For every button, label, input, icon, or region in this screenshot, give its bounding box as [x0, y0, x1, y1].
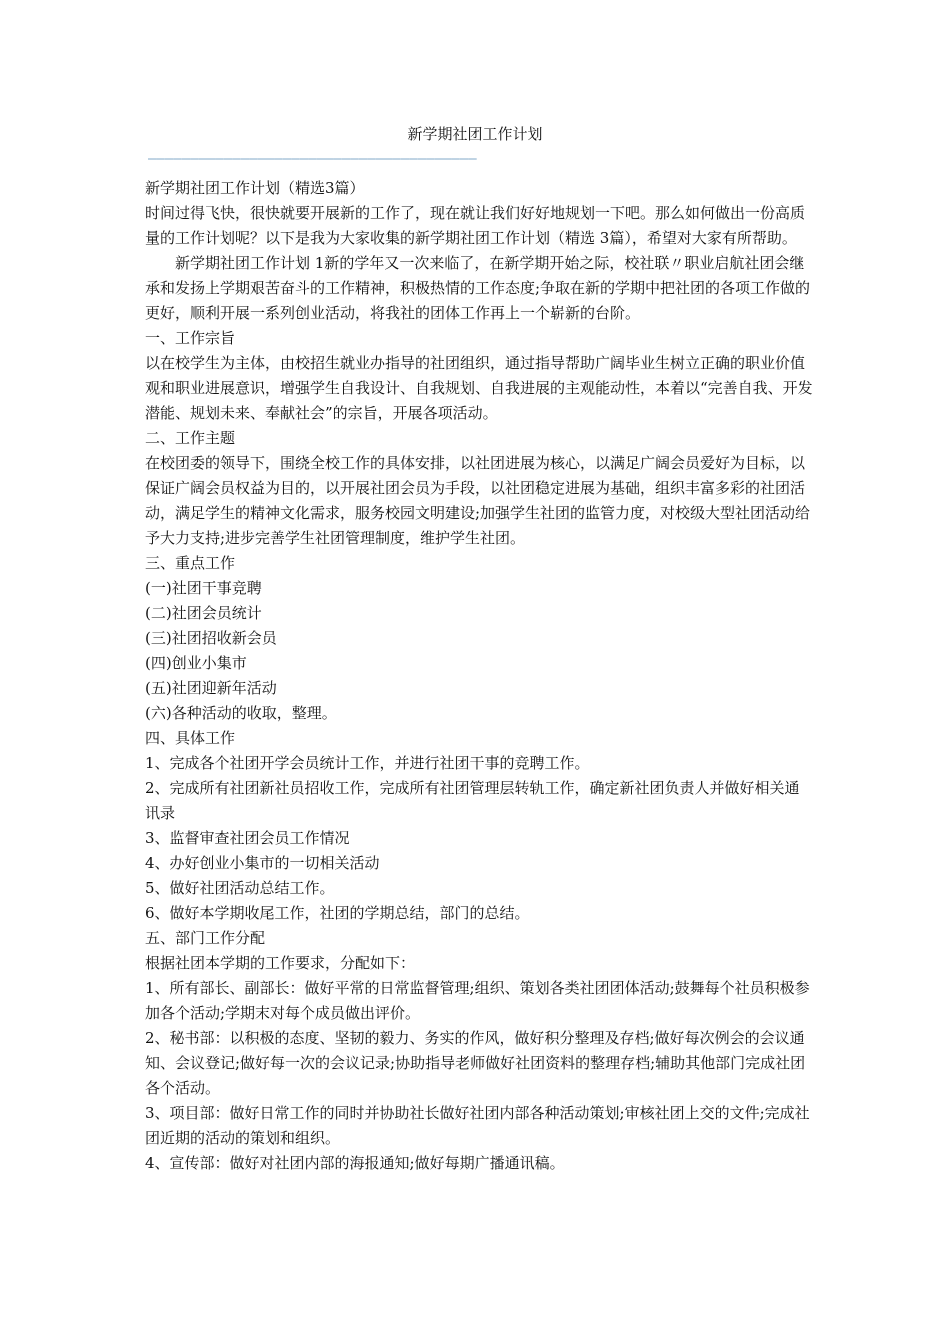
list-item: 2、完成所有社团新社员招收工作，完成所有社团管理层转轨工作，确定新社团负责人并做好相关通讯录 — [145, 779, 800, 822]
subtitle: 新学期社团工作计划（精选3篇） — [145, 179, 365, 197]
list-item: 4、宣传部：做好对社团内部的海报通知;做好每期广播通讯稿。 — [145, 1154, 565, 1172]
list-item: 3、监督审查社团会员工作情况 — [145, 829, 350, 847]
list-item: (四)创业小集市 — [145, 654, 247, 672]
list-item: 5、做好社团活动总结工作。 — [145, 879, 335, 897]
section-heading: 四、具体工作 — [145, 729, 236, 747]
section-heading: 二、工作主题 — [145, 429, 236, 447]
list-item: (三)社团招收新会员 — [145, 629, 277, 647]
section-heading: 五、部门工作分配 — [145, 929, 266, 947]
section-heading: 三、重点工作 — [145, 554, 236, 572]
title-divider: ——————————————————————————————————————— — [148, 152, 477, 166]
list-item: 1、所有部长、副部长：做好平常的日常监督管理;组织、策划各类社团团体活动;鼓舞每个社员积极参加各个活动;学期末对每个成员做出评价。 — [145, 979, 810, 1022]
section-paragraph: 在校团委的领导下，围绕全校工作的具体安排，以社团进展为核心，以满足广阔会员爱好为目标，以保证广阔会员权益为目的，以开展社团会员为手段，以社团稳定进展为基础，组织丰富多彩的社团活动，满足学生的精神文化需求，服务校园文明建设;加强学生社团的监管力度，对校级大型社团活动给予大力支持;进步完善学生社团管理制度，维护学生社团。 — [145, 454, 811, 547]
section-heading: 一、工作宗旨 — [145, 329, 236, 347]
list-item: 6、做好本学期收尾工作，社团的学期总结，部门的总结。 — [145, 904, 530, 922]
document-title: 新学期社团工作计划 — [407, 125, 543, 143]
list-item: 1、完成各个社团开学会员统计工作，并进行社团干事的竞聘工作。 — [145, 754, 590, 772]
list-item: (一)社团干事竞聘 — [145, 579, 262, 597]
list-item: 4、办好创业小集市的一切相关活动 — [145, 854, 380, 872]
document-body — [145, 176, 813, 1176]
plan1-intro-paragraph: 新学期社团工作计划 1新的学年又一次来临了，在新学期开始之际，校社联〃职业启航社团会继承和发扬上学期艰苦奋斗的工作精神，积极热情的工作态度;争取在新的学期中把社团的各项工作做的更好，顺利开展一系列创业活动，将我社的团体工作再上一个崭新的台阶。 — [145, 254, 811, 322]
list-item: 3、项目部：做好日常工作的同时并协助社长做好社团内部各种活动策划;审核社团上交的文件;完成社团近期的活动的策划和组织。 — [145, 1104, 810, 1147]
list-item: (二)社团会员统计 — [145, 604, 262, 622]
list-item: (五)社团迎新年活动 — [145, 679, 277, 697]
intro-paragraph: 时间过得飞快，很快就要开展新的工作了，现在就让我们好好地规划一下吧。那么如何做出一份高质量的工作计划呢？以下是我为大家收集的新学期社团工作计划（精选 3篇），希望对大家有所帮助。 — [145, 204, 806, 247]
list-item: (六)各种活动的收取，整理。 — [145, 704, 337, 722]
section-paragraph: 以在校学生为主体，由校招生就业办指导的社团组织，通过指导帮助广阔毕业生树立正确的职业价值观和职业进展意识，增强学生自我设计、自我规划、自我进展的主观能动性，本着以“完善自我、开发潜能、规划未来、奉献社会”的宗旨，开展各项活动。 — [145, 354, 813, 422]
list-item: 2、秘书部：以积极的态度、坚韧的毅力、务实的作风，做好积分整理及存档;做好每次例会的会议通知、会议登记;做好每一次的会议记录;协助指导老师做好社团资料的整理存档;辅助其他部门完成社团各个活动。 — [145, 1029, 806, 1097]
section-paragraph: 根据社团本学期的工作要求，分配如下： — [145, 954, 416, 972]
